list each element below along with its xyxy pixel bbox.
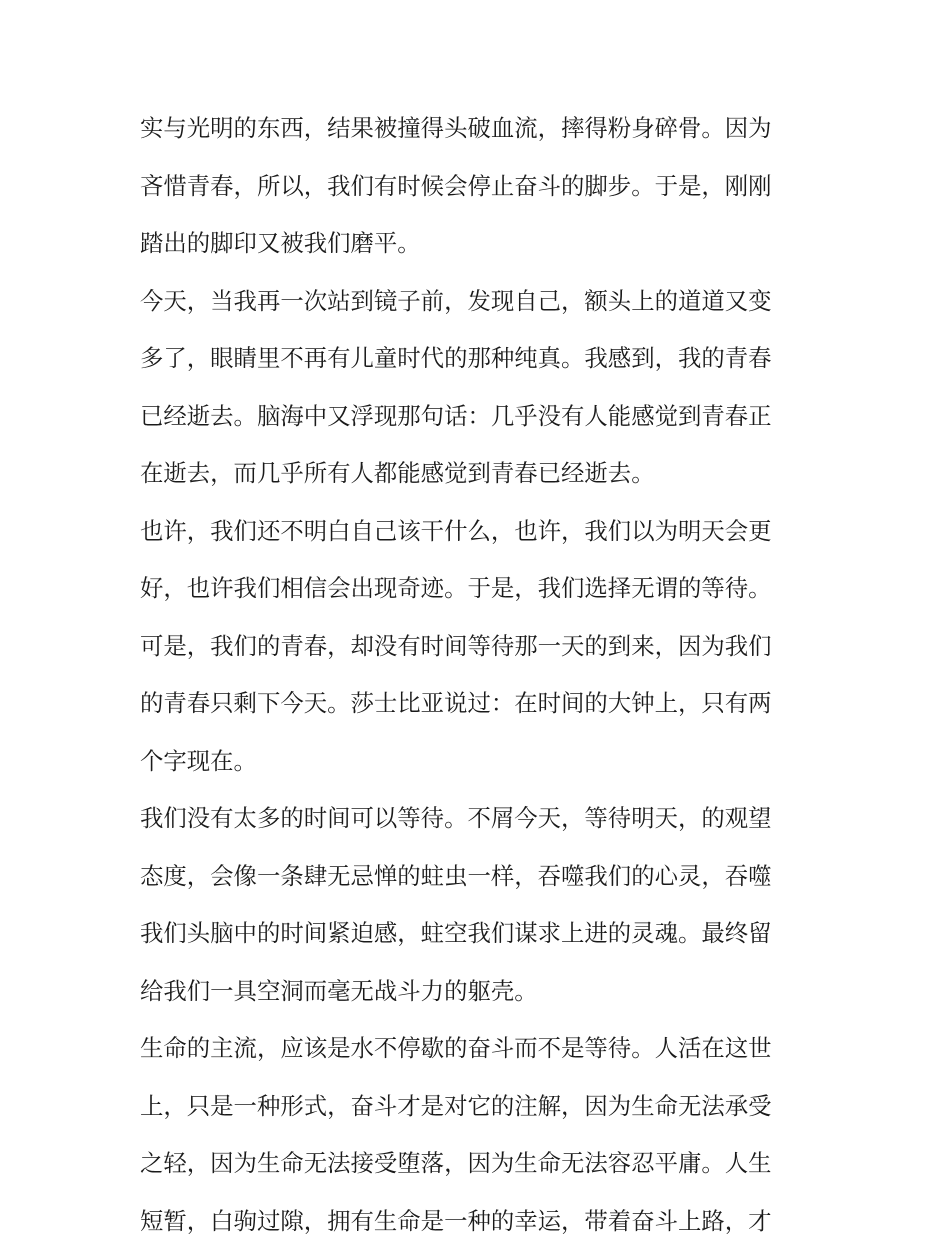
text-line: 之轻，因为生命无法接受堕落，因为生命无法容忍平庸。人生 <box>140 1135 812 1193</box>
text-line: 个字现在。 <box>140 733 812 791</box>
text-line: 可是，我们的青春，却没有时间等待那一天的到来，因为我们 <box>140 618 812 676</box>
text-line: 多了，眼睛里不再有儿童时代的那种纯真。我感到，我的青春 <box>140 330 812 388</box>
text-line: 踏出的脚印又被我们磨平。 <box>140 215 812 273</box>
text-line: 态度，会像一条肆无忌惮的蛀虫一样，吞噬我们的心灵，吞噬 <box>140 848 812 906</box>
text-line: 实与光明的东西，结果被撞得头破血流，摔得粉身碎骨。因为 <box>140 100 812 158</box>
text-line: 今天，当我再一次站到镜子前，发现自己，额头上的道道又变 <box>140 273 812 331</box>
text-line: 已经逝去。脑海中又浮现那句话：几乎没有人能感觉到青春正 <box>140 388 812 446</box>
text-line: 在逝去，而几乎所有人都能感觉到青春已经逝去。 <box>140 445 812 503</box>
text-line: 生命的主流，应该是水不停歇的奋斗而不是等待。人活在这世 <box>140 1020 812 1078</box>
text-line: 短暂，白驹过隙，拥有生命是一种的幸运，带着奋斗上路，才 <box>140 1193 812 1250</box>
text-line: 我们没有太多的时间可以等待。不屑今天，等待明天，的观望 <box>140 790 812 848</box>
text-line: 上，只是一种形式，奋斗才是对它的注解，因为生命无法承受 <box>140 1078 812 1136</box>
document-body <box>140 100 812 1250</box>
text-line: 好，也许我们相信会出现奇迹。于是，我们选择无谓的等待。 <box>140 560 812 618</box>
text-line: 的青春只剩下今天。莎士比亚说过：在时间的大钟上，只有两 <box>140 675 812 733</box>
text-line: 给我们一具空洞而毫无战斗力的躯壳。 <box>140 963 812 1021</box>
text-line: 吝惜青春，所以，我们有时候会停止奋斗的脚步。于是，刚刚 <box>140 158 812 216</box>
text-line: 我们头脑中的时间紧迫感，蛀空我们谋求上进的灵魂。最终留 <box>140 905 812 963</box>
text-line: 也许，我们还不明白自己该干什么，也许，我们以为明天会更 <box>140 503 812 561</box>
